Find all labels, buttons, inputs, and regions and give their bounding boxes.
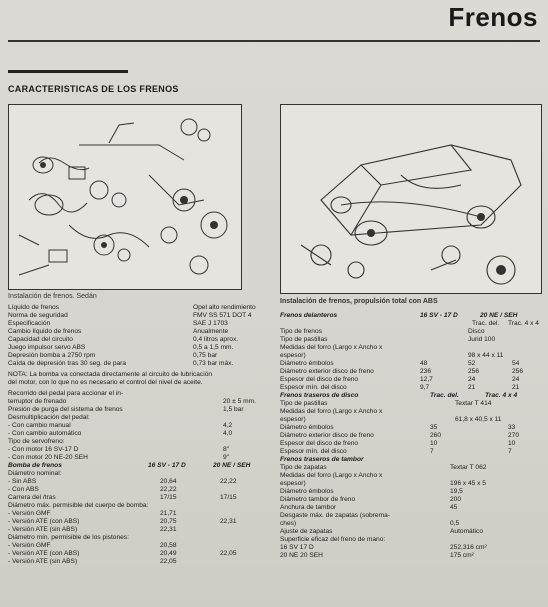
spec-row — [8, 406, 273, 414]
spec-label: - Con motor 16 SV-17 D — [8, 446, 79, 453]
table-row — [8, 534, 273, 542]
spec-value: Textar T 062 — [450, 464, 487, 471]
cell-b: 256 — [468, 368, 480, 375]
spec-row — [280, 496, 542, 504]
row-label: Espesor mín. del disco — [280, 384, 347, 391]
spec-value: 9" — [223, 454, 230, 461]
rear-disc-trac-4x4: Trac. 4 x 4 — [485, 392, 518, 399]
cell-a: 21,71 — [160, 510, 177, 517]
row-label: - Versión GMF — [8, 542, 51, 549]
spec-row — [8, 352, 273, 360]
table-row — [280, 440, 542, 448]
spec-label: 16 SV 17 D — [280, 544, 314, 551]
abs-car-diagram — [280, 104, 542, 294]
row-label: Carrera del /tras — [8, 494, 56, 501]
col2-header: 20 NE / SEH — [213, 462, 251, 469]
row-label: - Sin ABS — [8, 478, 37, 485]
spec-value: 4,0 — [223, 430, 233, 437]
cell-a: 236 — [420, 368, 432, 375]
spec-row — [8, 414, 273, 422]
row-label: - Versión GMF — [8, 510, 51, 517]
spec-value: 8" — [223, 446, 230, 453]
spec-label: Ajuste de zapatas — [280, 528, 333, 535]
spec-label: Juego impulsor servo ABS — [8, 344, 86, 351]
spec-label: espesor) — [280, 480, 306, 487]
table-row — [280, 344, 542, 352]
front-trac-4x4: Trac. 4 x 4 — [508, 320, 539, 327]
right-caption: Instalación de frenos, propulsión total con ABS — [280, 298, 438, 305]
spec-label: 20 NE 20 SEH — [280, 552, 323, 559]
row-label: espesor) — [280, 352, 306, 359]
spec-row — [280, 552, 542, 560]
cell-b: 22,05 — [220, 550, 237, 557]
front-col2: 20 NE / SEH — [480, 312, 518, 319]
table-row — [280, 352, 542, 360]
row-label: - Versión ATE (con ABS) — [8, 518, 80, 525]
spec-value: Automático — [450, 528, 483, 535]
spec-value: 20 ± 5 mm. — [223, 398, 256, 405]
rear-drum-list — [280, 464, 542, 560]
spec-row — [8, 304, 273, 312]
rear-disc-trac-del: Trac. del. — [430, 392, 459, 399]
row-label: Tipo de pastillas — [280, 400, 328, 407]
spec-label: Desgaste máx. de zapatas (sobrema- — [280, 512, 390, 519]
spec-label: Líquido de frenos — [8, 304, 59, 311]
table-row — [280, 432, 542, 440]
table-row — [8, 470, 273, 478]
cell-a: 20,75 — [160, 518, 177, 525]
spec-row — [280, 536, 542, 544]
row-label: Tipo de frenos — [280, 328, 322, 335]
front-brake-list — [280, 328, 542, 392]
spec-label: Recorrido del pedal para accionar el in- — [8, 390, 124, 397]
spec-value: 0,5 a 1,5 mm. — [193, 344, 234, 351]
table-row — [8, 478, 273, 486]
row-label: Diámetro émbolos — [280, 424, 334, 431]
rear-drum-header-row — [280, 456, 542, 464]
spec-value: 19,5 — [450, 488, 463, 495]
cell-b: 98 x 44 x 11 — [468, 352, 504, 359]
front-trac-row — [280, 320, 542, 328]
cell-a: 20,64 — [160, 478, 177, 485]
spec-row — [280, 472, 542, 480]
spec-label: Medidas del forro (Largo x Ancho x — [280, 472, 383, 479]
spec-value: 196 x 45 x 5 — [450, 480, 486, 487]
cell-c: 10 — [508, 440, 516, 447]
spec-row — [8, 344, 273, 352]
row-label: - Con ABS — [8, 486, 39, 493]
cell-a: 20,58 — [160, 542, 177, 549]
spec-row — [280, 480, 542, 488]
table-row — [280, 360, 542, 368]
cell-b: 61,8 x 40,5 x 11 — [455, 416, 502, 423]
rear-disc-list — [280, 400, 542, 456]
spec-label: Anchura de tambor — [280, 504, 337, 511]
spec-label: Diámetro émbolos — [280, 488, 334, 495]
spec-label: Presión de purga del sistema de frenos — [8, 406, 123, 413]
spec-value: 200 — [450, 496, 462, 503]
row-label: Diámetro exterior disco de freno — [280, 368, 374, 375]
spec-label: ches) — [280, 520, 297, 527]
row-label: Diámetro nominal: — [8, 470, 62, 477]
spec-label: Depresión bomba a 2750 rpm — [8, 352, 96, 359]
spec-value: FMV SS 571 DOT 4 — [193, 312, 252, 319]
front-trac-del: Trac. del. — [472, 320, 500, 327]
table-row — [8, 518, 273, 526]
cell-b: 24 — [468, 376, 476, 383]
cell-c: 270 — [508, 432, 520, 439]
spec-value: 0,73 bar máx. — [193, 360, 234, 367]
row-label: - Versión ATE (sin ABS) — [8, 558, 78, 565]
spec-value: SAE J 1703 — [193, 320, 228, 327]
spec-label: Diámetro tambor de freno — [280, 496, 356, 503]
spec-value: Opel alto rendimiento — [193, 304, 256, 311]
cell-a: 260 — [430, 432, 442, 439]
cell-a: 22,05 — [160, 558, 177, 565]
rear-disc-header-row — [280, 392, 542, 400]
spec-label: terruptor de frenado — [8, 398, 67, 405]
spec-list — [8, 304, 273, 368]
rear-disc-header: Frenos traseros de disco — [280, 392, 359, 399]
spec-label: Superficie eficaz del freno de mano: — [280, 536, 386, 543]
spec-row — [8, 320, 273, 328]
table-row — [280, 376, 542, 384]
car-abs-illustration — [281, 105, 541, 293]
row-label: Diámetro mín. permisible de los pistones: — [8, 534, 129, 541]
spec-label: Tipo de zapatas — [280, 464, 327, 471]
cell-a: 12,7 — [420, 376, 433, 383]
spec-row — [8, 438, 273, 446]
table-row — [280, 400, 542, 408]
note-line-2: del motor, con lo que no es necesario el control del nivel de aceite. — [8, 379, 203, 386]
spec-value: 1,5 bar — [223, 406, 244, 413]
row-label: Diámetro exterior disco de freno — [280, 432, 374, 439]
row-label: Espesor del disco de freno — [280, 440, 359, 447]
spec-row — [8, 360, 273, 368]
row-label: Medidas del forro (Largo x Ancho x — [280, 344, 383, 351]
table-row — [8, 550, 273, 558]
cell-c: 256 — [512, 368, 524, 375]
top-rule — [8, 40, 540, 42]
front-col1: 16 SV - 17 D — [420, 312, 458, 319]
spec-row — [280, 544, 542, 552]
cell-b: Textar T 414 — [455, 400, 492, 407]
cell-c: 7 — [508, 448, 512, 455]
spec-label: - Con cambio manual — [8, 422, 71, 429]
spec-label: Especificación — [8, 320, 51, 327]
spec-row — [8, 446, 273, 454]
left-column — [8, 304, 273, 566]
table-row — [280, 448, 542, 456]
table-row — [8, 526, 273, 534]
spec-value: 0,4 litros aprox. — [193, 336, 239, 343]
table-row — [280, 368, 542, 376]
brake-installation-diagram — [8, 104, 242, 290]
table-row — [280, 424, 542, 432]
cell-a: 10 — [430, 440, 438, 447]
section-title: CARACTERISTICAS DE LOS FRENOS — [8, 84, 179, 94]
spec-value: 0,75 bar — [193, 352, 218, 359]
cell-b: 52 — [468, 360, 476, 367]
spec-value: 45 — [450, 504, 458, 511]
cell-a: 48 — [420, 360, 428, 367]
spec-label: - Con motor 20 NE-20 SEH — [8, 454, 88, 461]
spec-row — [8, 398, 273, 406]
spec-value: 175 cm² — [450, 552, 474, 559]
spec-row — [8, 336, 273, 344]
spec-label: Cambio líquido de frenos — [8, 328, 82, 335]
spec-row — [280, 488, 542, 496]
spec-label: Desmultiplicación del pedal: — [8, 414, 90, 421]
row-label: Espesor mín. del disco — [280, 448, 347, 455]
table-row — [280, 408, 542, 416]
cell-c: 33 — [508, 424, 516, 431]
front-brake-header-row — [8, 462, 273, 470]
spec-row — [280, 504, 542, 512]
spec-row — [8, 312, 273, 320]
rear-drum-header: Frenos traseros de tambor — [280, 456, 364, 463]
cell-b: 21 — [468, 384, 476, 391]
cell-b: Disco — [468, 328, 485, 335]
pedal-list — [8, 390, 273, 462]
right-column — [280, 312, 542, 560]
spec-label: Tipo de servofreno: — [8, 438, 65, 445]
spec-row — [8, 454, 273, 462]
table-row — [280, 416, 542, 424]
spec-row — [8, 390, 273, 398]
table-row — [8, 510, 273, 518]
front-header-row — [280, 312, 542, 320]
left-caption: Instalación de frenos. Sedán — [8, 293, 97, 300]
table-row — [8, 558, 273, 566]
spec-row — [280, 464, 542, 472]
note-line-1: NOTA: La bomba va conectada directamente al circuito de lubricación — [8, 371, 213, 378]
spec-row — [8, 328, 273, 336]
row-label: - Versión ATE (con ABS) — [8, 550, 80, 557]
cell-b: Jurid 100 — [468, 336, 496, 343]
spec-value: 0,5 — [450, 520, 460, 527]
front-brake-header: Bomba de frenos — [8, 462, 62, 469]
cell-b: 22,31 — [220, 518, 237, 525]
row-label: espesor) — [280, 416, 306, 423]
cell-c: 54 — [512, 360, 520, 367]
cell-a: 9,7 — [420, 384, 430, 391]
spec-row — [280, 528, 542, 536]
table-row — [280, 328, 542, 336]
table-row — [280, 336, 542, 344]
cell-a: 17/15 — [160, 494, 177, 501]
cell-c: 24 — [512, 376, 520, 383]
cell-a: 35 — [430, 424, 438, 431]
row-label: Tipo de pastillas — [280, 336, 328, 343]
table-row — [8, 502, 273, 510]
table-row — [8, 486, 273, 494]
cell-a: 22,22 — [160, 486, 177, 493]
cell-a: 7 — [430, 448, 434, 455]
cell-b: 22,22 — [220, 478, 237, 485]
spec-row — [280, 520, 542, 528]
spec-value: 4,2 — [223, 422, 233, 429]
cell-b: 17/15 — [220, 494, 237, 501]
row-label: - Versión ATE (sin ABS) — [8, 526, 78, 533]
cell-a: 20,49 — [160, 550, 177, 557]
table-row — [8, 542, 273, 550]
brake-parts-illustration — [9, 105, 241, 289]
spec-value: Anualmente — [193, 328, 229, 335]
cell-a: 22,31 — [160, 526, 177, 533]
page-title: Frenos — [448, 2, 538, 32]
spec-label: Capacidad del circuito — [8, 336, 73, 343]
row-label: Diámetro émbolos — [280, 360, 334, 367]
cell-c: 21 — [512, 384, 520, 391]
spec-row — [8, 430, 273, 438]
spec-value: 252,316 cm² — [450, 544, 487, 551]
row-label: Medidas del forro (Largo x Ancho x — [280, 408, 383, 415]
spec-row — [8, 422, 273, 430]
row-label: Diámetro máx. permisible del cuerpo de bomba: — [8, 502, 149, 509]
row-label: Espesor del disco de freno — [280, 376, 359, 383]
spec-label: - Con cambio automático — [8, 430, 82, 437]
table-row — [8, 494, 273, 502]
master-cylinder-list — [8, 470, 273, 566]
spec-label: Norma de seguridad — [8, 312, 68, 319]
spec-row — [280, 512, 542, 520]
table-row — [280, 384, 542, 392]
spec-label: Caída de depresión tras 30 seg. de para — [8, 360, 127, 367]
front-brakes-header: Frenos delanteros — [280, 312, 338, 319]
col1-header: 16 SV - 17 D — [148, 462, 186, 469]
section-rule — [8, 70, 128, 73]
